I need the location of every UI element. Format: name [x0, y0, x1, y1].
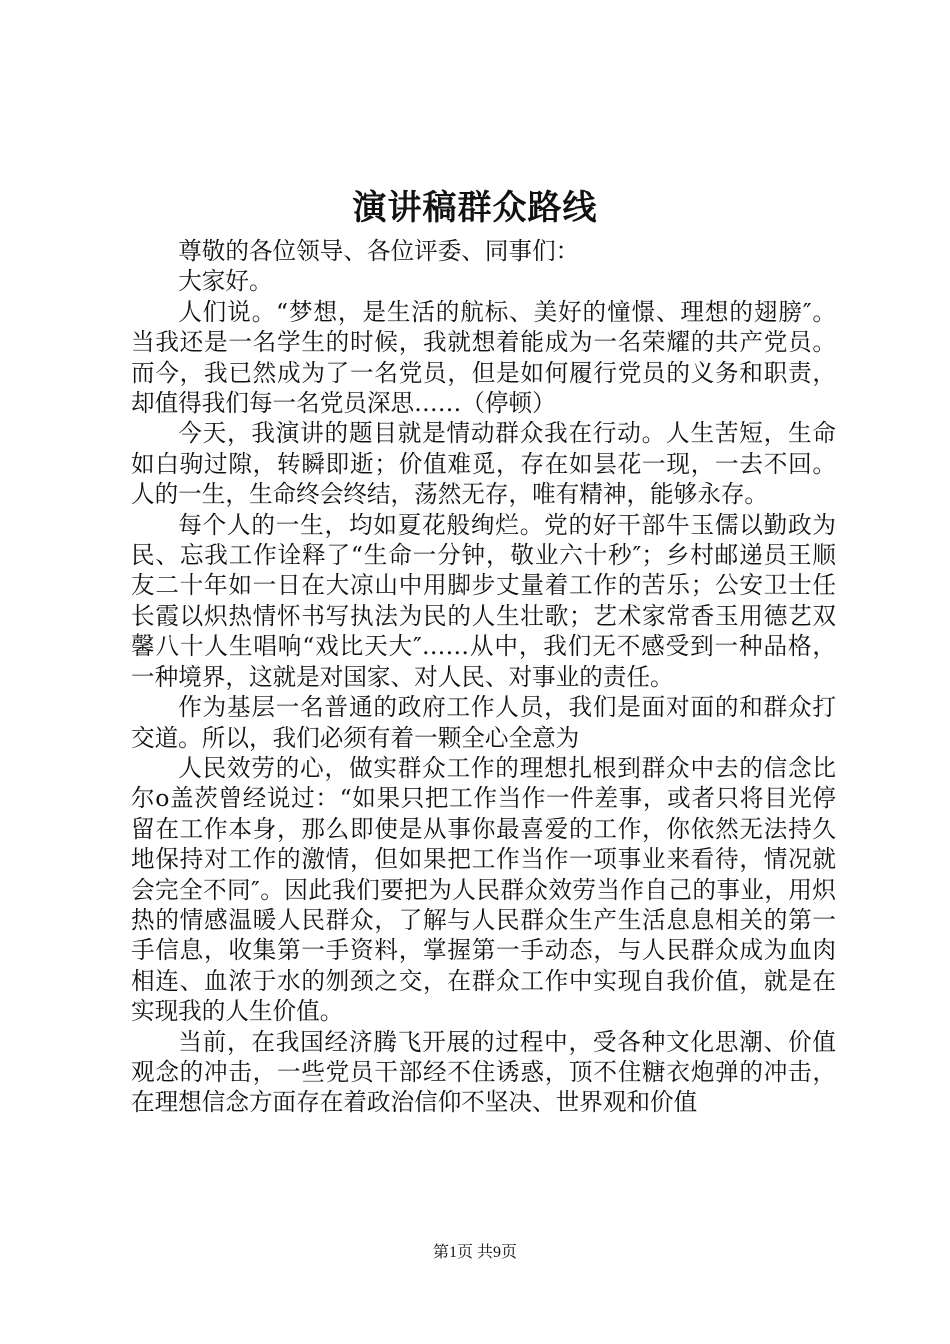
document-title: 演讲稿群众路线 — [352, 188, 598, 228]
body-paragraph: 每个人的一生，均如夏花般绚烂。党的好干部牛玉儒以勤政为民、忘我工作诠释了“生命一分钟，敬业六十秒″；乡村邮递员王顺友二十年如一日在大凉山中用脚步丈量着工作的苦乐；公安卫士任长霞以炽热情怀书写执法为民的人生壮歌；艺术家常香玉用德艺双馨八十人生唱响“戏比天大″……从中，我们无不感受到一种品格，一种境界，这就是对国家、对人民、对事业的责任。 — [131, 510, 836, 691]
body-paragraph: 今天，我演讲的题目就是情动群众我在行动。人生苦短，生命如白驹过隙，转瞬即逝；价值难觅，存在如昙花一现，一去不回。人的一生，生命终会终结，荡然无存，唯有精神，能够永存。 — [131, 419, 836, 509]
document-body — [131, 236, 836, 1118]
body-paragraph: 人民效劳的心，做实群众工作的理想扎根到群众中去的信念比尔ο盖茨曾经说过：“如果只把工作当作一件差事，或者只将目光停留在工作本身，那么即使是从事你最喜爱的工作，你依然无法持久地保持对工作的激情，但如果把工作当作一项事业来看待，情况就会完全不同″。因此我们要把为人民群众效劳当作自己的事业，用炽热的情感温暖人民群众，了解与人民群众生产生活息息相关的第一手信息，收集第一手资料，掌握第一手动态，与人民群众成为血肉相连、血浓于水的刎颈之交，在群众工作中实现自我价值，就是在实现我的人生价值。 — [131, 753, 836, 1026]
body-paragraph: 作为基层一名普通的政府工作人员，我们是面对面的和群众打交道。所以，我们必须有着一颗全心全意为 — [131, 693, 836, 752]
greeting-paragraph: 大家好。 — [178, 267, 273, 296]
body-paragraph: 人们说。“梦想，是生活的航标、美好的憧憬、理想的翅膀″。当我还是一名学生的时候，我就想着能成为一名荣耀的共产党员。而今，我已然成为了一名党员，但是如何履行党员的义务和职责，却值得我们每一名党员深思……（停顿） — [131, 297, 836, 418]
body-paragraph: 当前，在我国经济腾飞开展的过程中，受各种文化思潮、价值观念的冲击，一些党员干部经不住诱惑，顶不住糖衣炮弹的冲击，在理想信念方面存在着政治信仰不坚决、世界观和价值 — [131, 1027, 836, 1117]
salutation-paragraph: 尊敬的各位领导、各位评委、同事们： — [178, 237, 580, 265]
page-number-indicator: 第1页 共9页 — [432, 1244, 517, 1261]
page-footer — [0, 1242, 950, 1264]
